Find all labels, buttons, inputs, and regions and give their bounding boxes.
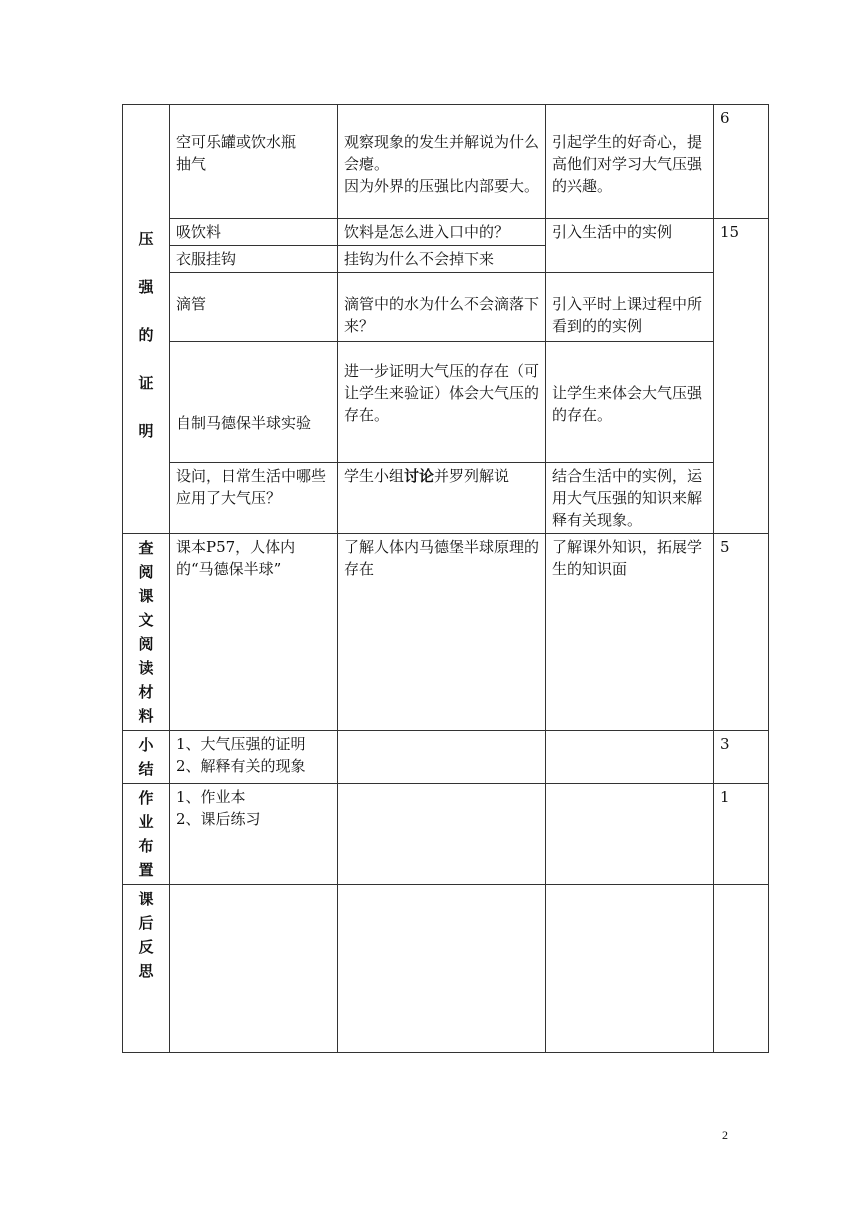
activity-cell bbox=[338, 731, 546, 784]
table-row bbox=[123, 219, 769, 246]
purpose-cell: 引起学生的好奇心，提高他们对学习大气压强的兴趣。 bbox=[546, 105, 714, 219]
section-label-proof: 压 强 的 证 明 bbox=[123, 105, 170, 534]
table-row bbox=[123, 784, 769, 885]
section-label-homework: 作 业 布 置 bbox=[123, 784, 170, 885]
time-cell bbox=[714, 885, 769, 1053]
purpose-cell: 引入平时上课过程中所看到的的实例 bbox=[546, 273, 714, 342]
section-label-reading: 查 阅 课 文 阅 读 材 料 bbox=[123, 534, 170, 731]
purpose-cell: 引入生活中的实例 bbox=[546, 219, 714, 273]
time-cell: 5 bbox=[714, 534, 769, 731]
purpose-cell bbox=[546, 885, 714, 1053]
content-cell bbox=[170, 885, 338, 1053]
activity-cell: 了解人体内马德堡半球原理的存在 bbox=[338, 534, 546, 731]
table-row bbox=[123, 731, 769, 784]
content-cell: 设问，日常生活中哪些应用了大气压？ bbox=[170, 463, 338, 534]
time-cell: 1 bbox=[714, 784, 769, 885]
activity-cell: 饮料是怎么进入口中的？ bbox=[338, 219, 546, 246]
table-row bbox=[123, 463, 769, 534]
purpose-cell: 让学生来体会大气压强的存在。 bbox=[546, 342, 714, 463]
content-cell: 课本P57，人体内的“马德保半球” bbox=[170, 534, 338, 731]
content-cell: 1、大气压强的证明 2、解释有关的现象 bbox=[170, 731, 338, 784]
table-row bbox=[123, 534, 769, 731]
lesson-plan-table bbox=[122, 104, 769, 1053]
table-row bbox=[123, 885, 769, 1053]
purpose-cell: 了解课外知识，拓展学生的知识面 bbox=[546, 534, 714, 731]
content-cell: 吸饮料 bbox=[170, 219, 338, 246]
content-cell: 滴管 bbox=[170, 273, 338, 342]
purpose-cell: 结合生活中的实例，运用大气压强的知识来解释有关现象。 bbox=[546, 463, 714, 534]
activity-cell bbox=[338, 784, 546, 885]
activity-cell: 进一步证明大气压的存在（可让学生来验证）体会大气压的存在。 bbox=[338, 342, 546, 463]
activity-cell: 学生小组讨论并罗列解说 bbox=[338, 463, 546, 534]
activity-cell bbox=[338, 885, 546, 1053]
section-label-summary: 小 结 bbox=[123, 731, 170, 784]
activity-cell: 挂钩为什么不会掉下来 bbox=[338, 246, 546, 273]
activity-cell: 滴管中的水为什么不会滴落下来？ bbox=[338, 273, 546, 342]
table-row bbox=[123, 273, 769, 342]
time-cell: 3 bbox=[714, 731, 769, 784]
content-cell: 自制马德保半球实验 bbox=[170, 342, 338, 463]
table-row bbox=[123, 105, 769, 219]
activity-cell: 观察现象的发生并解说为什么会瘪。 因为外界的压强比内部要大。 bbox=[338, 105, 546, 219]
purpose-cell bbox=[546, 784, 714, 885]
page-number: 2 bbox=[722, 1128, 728, 1142]
section-label-reflection: 课 后 反 思 bbox=[123, 885, 170, 1053]
purpose-cell bbox=[546, 731, 714, 784]
content-cell: 空可乐罐或饮水瓶 抽气 bbox=[170, 105, 338, 219]
time-cell: 6 bbox=[714, 105, 769, 219]
table-row bbox=[123, 342, 769, 463]
time-cell: 15 bbox=[714, 219, 769, 534]
content-cell: 1、作业本 2、课后练习 bbox=[170, 784, 338, 885]
content-cell: 衣服挂钩 bbox=[170, 246, 338, 273]
